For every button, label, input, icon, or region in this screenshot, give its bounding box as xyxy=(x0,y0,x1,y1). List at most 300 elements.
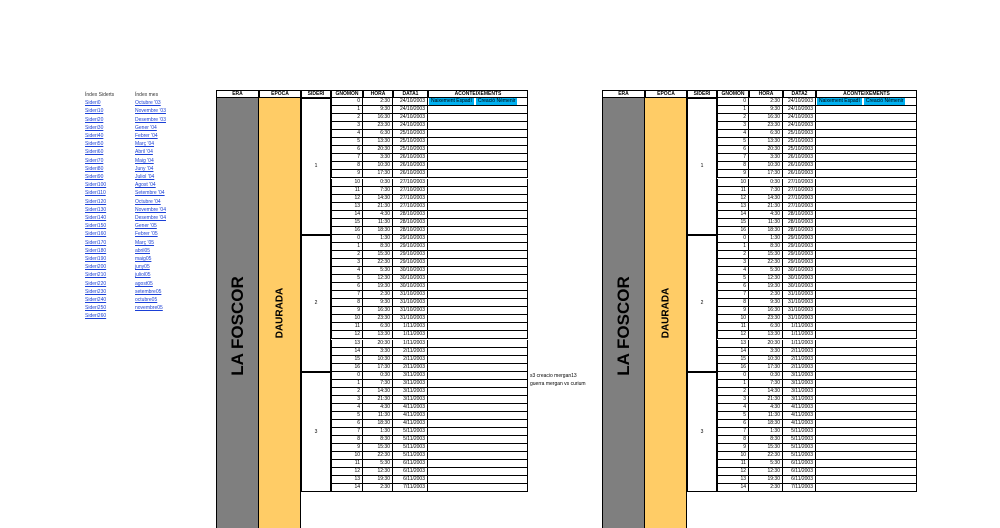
event-badge: Creació Nèmenir xyxy=(477,98,516,104)
month-link[interactable]: Octubre '04 xyxy=(135,198,161,205)
index-row xyxy=(85,189,215,197)
gnomon-cell: 2 xyxy=(331,114,363,122)
group-separator xyxy=(717,234,917,235)
sideri-link[interactable]: Sideri200 xyxy=(85,264,107,271)
gnomon-cell: 2 xyxy=(331,388,363,396)
table-row xyxy=(717,291,917,299)
events-cell xyxy=(428,444,528,452)
month-link[interactable]: maig05 xyxy=(135,256,152,263)
events-cell xyxy=(428,106,528,114)
hora-cell: 19:30 xyxy=(363,283,393,291)
month-link[interactable]: Gener '05 xyxy=(135,223,157,230)
hora-cell: 4:30 xyxy=(749,404,783,412)
gnomon-cell: 1 xyxy=(717,243,749,251)
gnomon-cell: 12 xyxy=(717,195,749,203)
gnomon-cell: 1 xyxy=(331,243,363,251)
table-row xyxy=(717,283,917,291)
month-link[interactable]: Març '05 xyxy=(135,239,155,246)
hora-cell: 14:30 xyxy=(363,195,393,203)
events-cell xyxy=(428,372,528,380)
table-row xyxy=(331,179,528,187)
month-link[interactable]: Juliol '04 xyxy=(135,174,155,181)
sideri-link[interactable]: Sideri250 xyxy=(85,305,107,312)
gnomon-cell: 5 xyxy=(331,138,363,146)
data-cell: 3/11/2003 xyxy=(783,372,816,380)
sideri-link[interactable]: Sideri80 xyxy=(85,165,104,172)
gnomon-cell: 10 xyxy=(331,179,363,187)
hora-cell: 3:30 xyxy=(363,348,393,356)
gnomon-cell: 3 xyxy=(331,259,363,267)
hora-cell: 21:30 xyxy=(749,396,783,404)
data-cell: 30/10/2003 xyxy=(783,267,816,275)
hora-cell: 10:30 xyxy=(749,356,783,364)
month-link[interactable]: Abril '04 xyxy=(135,149,153,156)
hora-cell: 12:30 xyxy=(749,275,783,283)
hora-cell: 7:30 xyxy=(749,380,783,388)
gnomon-cell: 8 xyxy=(331,299,363,307)
sideri-number: 1 xyxy=(314,163,318,170)
index-row xyxy=(85,157,215,165)
sideri-number: 3 xyxy=(314,429,318,436)
data-cell: 30/10/2003 xyxy=(783,275,816,283)
events-cell xyxy=(816,203,917,211)
month-link[interactable]: abril05 xyxy=(135,247,151,254)
sideri-link[interactable]: Sideri100 xyxy=(85,182,107,189)
table-row xyxy=(331,154,528,162)
events-cell xyxy=(816,404,917,412)
sideri-link[interactable]: Sideri40 xyxy=(85,133,104,140)
sideri-link[interactable]: Sideri110 xyxy=(85,190,106,197)
data-cell: 24/10/2003 xyxy=(783,114,816,122)
gnomon-cell: 6 xyxy=(717,146,749,154)
event-note: guerra mergan vs curium xyxy=(530,380,586,387)
table-row xyxy=(717,388,917,396)
events-cell xyxy=(428,299,528,307)
group-separator xyxy=(331,491,528,492)
hora-cell: 14:30 xyxy=(749,195,783,203)
events-cell xyxy=(428,187,528,195)
events-cell xyxy=(816,340,917,348)
sideri-link[interactable]: Sideri240 xyxy=(85,297,107,304)
data-cell: 5/11/2003 xyxy=(393,444,428,452)
table-row xyxy=(331,404,528,412)
data-cell: 2/11/2003 xyxy=(783,356,816,364)
sideri-link[interactable]: Sideri230 xyxy=(85,288,107,295)
hora-cell: 22:30 xyxy=(749,259,783,267)
data-cell: 6/11/2003 xyxy=(783,460,816,468)
month-link[interactable]: juliol05 xyxy=(135,272,151,279)
sideri-link[interactable]: Sideri10 xyxy=(85,108,104,115)
hora-cell: 1:30 xyxy=(749,235,783,243)
sideri-link[interactable]: Sideri140 xyxy=(85,215,107,222)
hora-cell: 18:30 xyxy=(749,420,783,428)
data-cell: 3/11/2003 xyxy=(783,380,816,388)
gnomon-cell: 4 xyxy=(717,404,749,412)
hora-cell: 15:30 xyxy=(749,444,783,452)
table-row xyxy=(331,203,528,211)
index-row xyxy=(85,222,215,230)
data-cell: 4/11/2003 xyxy=(393,412,428,420)
hora-cell: 12:30 xyxy=(749,468,783,476)
sideri-link[interactable]: Sideri150 xyxy=(85,223,107,230)
sideri-link[interactable]: Sideri50 xyxy=(85,141,104,148)
data-cell: 3/11/2003 xyxy=(393,388,428,396)
hora-cell: 22:30 xyxy=(363,452,393,460)
gnomon-cell: 4 xyxy=(717,130,749,138)
table-row xyxy=(331,187,528,195)
table-row xyxy=(717,130,917,138)
month-link[interactable]: Juny '04 xyxy=(135,165,154,172)
sideri-link[interactable]: Sideri160 xyxy=(85,231,107,238)
table-row xyxy=(717,468,917,476)
events-cell xyxy=(428,195,528,203)
table-row xyxy=(331,348,528,356)
hora-cell: 11:30 xyxy=(363,219,393,227)
index-row xyxy=(85,181,215,189)
hora-cell: 7:30 xyxy=(363,187,393,195)
table-row xyxy=(717,259,917,267)
gnomon-cell: 16 xyxy=(717,364,749,372)
month-link[interactable]: agost05 xyxy=(135,280,153,287)
gnomon-cell: 12 xyxy=(717,468,749,476)
sideri-group xyxy=(687,98,717,235)
data-cell: 3/11/2003 xyxy=(783,388,816,396)
gnomon-cell: 1 xyxy=(717,380,749,388)
data-cell: 27/10/2003 xyxy=(393,187,428,195)
month-link[interactable]: octubre05 xyxy=(135,297,158,304)
events-cell xyxy=(816,299,917,307)
events-cell xyxy=(428,138,528,146)
header-era: ERA xyxy=(216,90,259,98)
index-row xyxy=(85,116,215,124)
table-row xyxy=(717,195,917,203)
index-row xyxy=(85,239,215,247)
table-row xyxy=(717,396,917,404)
gnomon-cell: 14 xyxy=(331,484,363,492)
hora-cell: 0:30 xyxy=(749,372,783,380)
hora-cell: 13:30 xyxy=(749,138,783,146)
hora-cell: 13:30 xyxy=(749,331,783,339)
data-cell: 7/11/2003 xyxy=(783,484,816,492)
events-cell xyxy=(816,275,917,283)
table-row xyxy=(331,291,528,299)
data-cell: 6/11/2003 xyxy=(783,468,816,476)
sideri-link[interactable]: Sideri60 xyxy=(85,149,104,156)
table-row xyxy=(331,323,528,331)
hora-cell: 0:30 xyxy=(363,372,393,380)
gnomon-cell: 3 xyxy=(717,259,749,267)
gnomon-cell: 7 xyxy=(331,291,363,299)
table-row xyxy=(331,340,528,348)
gnomon-cell: 4 xyxy=(331,267,363,275)
events-cell xyxy=(428,130,528,138)
events-cell xyxy=(428,396,528,404)
header-epoca: EPOCA xyxy=(645,90,687,98)
hora-cell: 4:30 xyxy=(749,211,783,219)
table-row xyxy=(331,138,528,146)
events-cell xyxy=(816,251,917,259)
data-cell: 4/11/2003 xyxy=(393,420,428,428)
data-cell: 4/11/2003 xyxy=(783,420,816,428)
data-cell: 26/10/2003 xyxy=(783,162,816,170)
events-cell xyxy=(816,170,917,178)
hora-cell: 18:30 xyxy=(749,227,783,235)
month-link[interactable]: novembre05 xyxy=(135,305,163,312)
table-row xyxy=(717,444,917,452)
sideri-link[interactable]: Sideri0 xyxy=(85,100,101,107)
events-cell xyxy=(428,259,528,267)
events-cell xyxy=(428,203,528,211)
table-row xyxy=(717,331,917,339)
group-separator xyxy=(717,491,917,492)
table-row xyxy=(331,251,528,259)
data-cell: 28/10/2003 xyxy=(783,211,816,219)
events-cell xyxy=(428,211,528,219)
events-cell xyxy=(816,356,917,364)
gnomon-cell: 16 xyxy=(331,364,363,372)
sideri-link[interactable]: Sideri130 xyxy=(85,206,107,213)
table-row xyxy=(717,420,917,428)
gnomon-cell: 3 xyxy=(331,396,363,404)
events-cell xyxy=(428,460,528,468)
hora-cell: 14:30 xyxy=(749,388,783,396)
index-list xyxy=(85,99,215,320)
header-gnomon: GNÒMON xyxy=(331,90,363,98)
month-link[interactable]: Desembre '03 xyxy=(135,116,166,123)
table-row xyxy=(717,106,917,114)
gnomon-cell: 9 xyxy=(717,170,749,178)
sideri-link[interactable]: Sideri170 xyxy=(85,239,107,246)
table-row xyxy=(717,412,917,420)
hora-cell: 3:30 xyxy=(749,154,783,162)
data-cell: 6/11/2003 xyxy=(393,468,428,476)
hora-cell: 14:30 xyxy=(363,388,393,396)
sideri-number: 2 xyxy=(700,300,704,307)
events-cell xyxy=(816,130,917,138)
gnomon-cell: 8 xyxy=(717,162,749,170)
events-cell xyxy=(816,428,917,436)
group-separator xyxy=(717,371,917,372)
table-row xyxy=(717,267,917,275)
table-row xyxy=(331,468,528,476)
gnomon-cell: 2 xyxy=(331,251,363,259)
events-cell xyxy=(428,428,528,436)
events-cell xyxy=(428,275,528,283)
events-cell xyxy=(428,420,528,428)
table-row xyxy=(717,315,917,323)
table-row xyxy=(717,179,917,187)
gnomon-cell: 1 xyxy=(331,380,363,388)
data-cell: 24/10/2003 xyxy=(393,114,428,122)
month-link[interactable]: setembre05 xyxy=(135,288,162,295)
index-row xyxy=(85,296,215,304)
index-row xyxy=(85,124,215,132)
gnomon-cell: 5 xyxy=(717,275,749,283)
hora-cell: 20:30 xyxy=(749,340,783,348)
table-row xyxy=(331,380,528,388)
month-link[interactable]: Desembre '04 xyxy=(135,215,166,222)
hora-cell: 3:30 xyxy=(363,154,393,162)
header-data: DATA1 xyxy=(393,90,428,98)
sideri-group xyxy=(687,235,717,372)
gnomon-cell: 10 xyxy=(331,452,363,460)
sideri-link[interactable]: Sideri180 xyxy=(85,247,107,254)
gnomon-cell: 9 xyxy=(717,444,749,452)
gnomon-cell: 10 xyxy=(717,179,749,187)
table-row xyxy=(331,146,528,154)
header-gnomon: GNÒMON xyxy=(717,90,749,98)
month-link[interactable]: Febrer '04 xyxy=(135,133,158,140)
data-cell: 5/11/2003 xyxy=(783,452,816,460)
data-cell: 29/10/2003 xyxy=(783,235,816,243)
table-row xyxy=(331,170,528,178)
table-row xyxy=(717,380,917,388)
sideri-link[interactable]: Sideri190 xyxy=(85,256,107,263)
events-cell xyxy=(816,323,917,331)
gnomon-cell: 11 xyxy=(717,187,749,195)
events-cell xyxy=(816,138,917,146)
gnomon-cell: 5 xyxy=(331,275,363,283)
data-cell: 25/10/2003 xyxy=(393,146,428,154)
index-row xyxy=(85,198,215,206)
month-link[interactable]: juny05 xyxy=(135,264,150,271)
table-row xyxy=(331,219,528,227)
events-cell xyxy=(816,235,917,243)
sideri-link[interactable]: Sideri30 xyxy=(85,124,104,131)
data-cell: 29/10/2003 xyxy=(393,235,428,243)
table-row xyxy=(331,331,528,339)
month-link[interactable]: Gener '04 xyxy=(135,124,157,131)
month-link[interactable]: Maig '04 xyxy=(135,157,154,164)
index-header xyxy=(85,91,215,99)
hora-cell: 6:30 xyxy=(363,323,393,331)
index-row xyxy=(85,288,215,296)
gnomon-cell: 7 xyxy=(717,291,749,299)
data-cell: 27/10/2003 xyxy=(783,187,816,195)
month-link[interactable]: Març '04 xyxy=(135,141,155,148)
gnomon-cell: 0 xyxy=(717,235,749,243)
gnomon-cell: 10 xyxy=(717,315,749,323)
index-row xyxy=(85,312,215,320)
table-row xyxy=(331,106,528,114)
table-row xyxy=(331,315,528,323)
month-link[interactable]: Febrer '05 xyxy=(135,231,158,238)
table-row xyxy=(717,243,917,251)
data-cell: 26/10/2003 xyxy=(783,154,816,162)
events-cell xyxy=(816,267,917,275)
gnomon-cell: 6 xyxy=(717,283,749,291)
hora-cell: 22:30 xyxy=(749,452,783,460)
hora-cell: 20:30 xyxy=(363,340,393,348)
gnomon-cell: 16 xyxy=(331,227,363,235)
data-cell: 27/10/2003 xyxy=(783,203,816,211)
events-cell xyxy=(816,195,917,203)
data-cell: 5/11/2003 xyxy=(783,436,816,444)
hora-cell: 22:30 xyxy=(363,259,393,267)
events-cell xyxy=(428,114,528,122)
gnomon-cell: 1 xyxy=(331,106,363,114)
hora-cell: 13:30 xyxy=(363,331,393,339)
gnomon-cell: 15 xyxy=(331,219,363,227)
gnomon-cell: 11 xyxy=(331,460,363,468)
data-cell: 29/10/2003 xyxy=(783,243,816,251)
index-row xyxy=(85,173,215,181)
group-separator xyxy=(331,234,528,235)
data-cell: 31/10/2003 xyxy=(783,315,816,323)
data-cell: 6/11/2003 xyxy=(783,476,816,484)
sideri-link[interactable]: Sideri20 xyxy=(85,116,104,123)
month-link[interactable]: Octubre '03 xyxy=(135,100,161,107)
hora-cell: 12:30 xyxy=(363,275,393,283)
sideri-link[interactable]: Sideri70 xyxy=(85,157,104,164)
data-cell: 4/11/2003 xyxy=(783,404,816,412)
data-cell: 30/10/2003 xyxy=(393,275,428,283)
gnomon-cell: 13 xyxy=(331,340,363,348)
gnomon-cell: 14 xyxy=(331,348,363,356)
hora-cell: 5:30 xyxy=(749,460,783,468)
month-link[interactable]: Novembre '04 xyxy=(135,206,166,213)
group-separator xyxy=(331,371,528,372)
sideri-link[interactable]: Sideri210 xyxy=(85,272,107,279)
data-cell: 27/10/2003 xyxy=(393,179,428,187)
gnomon-cell: 13 xyxy=(331,476,363,484)
era-label: LA FOSCOR xyxy=(227,276,247,376)
table-row xyxy=(717,356,917,364)
data-cell: 28/10/2003 xyxy=(393,219,428,227)
hora-cell: 15:30 xyxy=(363,251,393,259)
gnomon-cell: 14 xyxy=(717,348,749,356)
hora-cell: 2:30 xyxy=(749,484,783,492)
hora-cell: 8:30 xyxy=(749,243,783,251)
table-row xyxy=(717,428,917,436)
data-cell: 31/10/2003 xyxy=(393,291,428,299)
event-badge: Naixement Espadí xyxy=(431,98,472,104)
events-cell xyxy=(816,291,917,299)
gnomon-cell: 11 xyxy=(717,460,749,468)
month-link[interactable]: Novembre '03 xyxy=(135,108,166,115)
data-cell: 30/10/2003 xyxy=(783,283,816,291)
hora-cell: 2:30 xyxy=(749,98,783,106)
epoca-column xyxy=(259,98,301,528)
hora-cell: 9:30 xyxy=(363,299,393,307)
table-row xyxy=(331,283,528,291)
hora-cell: 19:30 xyxy=(749,283,783,291)
gnomon-cell: 0 xyxy=(717,98,749,106)
gnomon-cell: 0 xyxy=(717,372,749,380)
month-link[interactable]: Agost '04 xyxy=(135,182,156,189)
sideri-link[interactable]: Sideri120 xyxy=(85,198,107,205)
table-row xyxy=(331,162,528,170)
sideri-link[interactable]: Sideri260 xyxy=(85,313,107,320)
sideri-link[interactable]: Sideri220 xyxy=(85,280,107,287)
hora-cell: 21:30 xyxy=(363,203,393,211)
data-cell: 2/11/2003 xyxy=(783,348,816,356)
data-cell: 2/11/2003 xyxy=(393,356,428,364)
events-cell xyxy=(816,114,917,122)
events-cell xyxy=(428,436,528,444)
data-cell: 31/10/2003 xyxy=(393,315,428,323)
sideri-link[interactable]: Sideri90 xyxy=(85,174,104,181)
events-cell xyxy=(428,348,528,356)
month-link[interactable]: Setembre '04 xyxy=(135,190,165,197)
events-cell xyxy=(816,372,917,380)
table-row xyxy=(717,122,917,130)
hora-cell: 2:30 xyxy=(363,484,393,492)
gnomon-cell: 15 xyxy=(331,356,363,364)
gnomon-cell: 14 xyxy=(331,211,363,219)
data-cell: 30/10/2003 xyxy=(393,267,428,275)
hora-cell: 13:30 xyxy=(363,138,393,146)
